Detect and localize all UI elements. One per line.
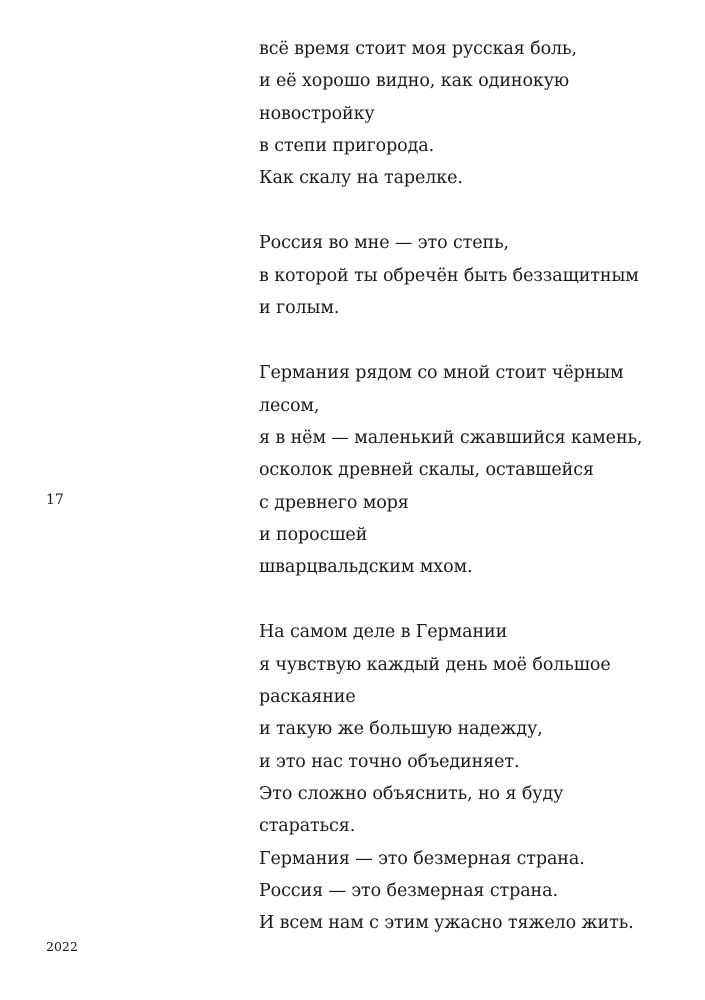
poem-line: лесом, — [259, 395, 320, 416]
poem-line: На самом деле в Германии — [259, 622, 508, 643]
poem-line: в степи пригорода. — [259, 135, 435, 156]
poem-line: и поросшей — [259, 524, 368, 545]
poem-line: я чувствую каждый день моё большое — [259, 654, 611, 675]
poem-line: Россия во мне — это степь, — [259, 233, 509, 254]
poem-line: шварцвальдским мхом. — [259, 557, 473, 578]
poem-line: Германия — это безмерная страна. — [259, 848, 585, 869]
stanza — [259, 357, 689, 583]
poem-line: новостройку — [259, 103, 375, 124]
poem-line: раскаяние — [259, 687, 356, 708]
poem-line: И всем нам с этим ужасно тяжело жить. — [259, 913, 634, 934]
poem-line: и её хорошо видно, как одинокую — [259, 71, 570, 92]
poem-line: с древнего моря — [259, 492, 409, 513]
stanza — [259, 616, 689, 939]
poem-line: в которой ты обречён быть беззащитным — [259, 265, 639, 286]
poem-line: осколок древней скалы, оставшейся — [259, 460, 594, 481]
poem-line: и такую же большую надежду, — [259, 719, 543, 740]
poem-line: я в нём — маленький сжавшийся камень, — [259, 427, 643, 448]
page-number: 17 — [46, 492, 64, 508]
poem-line: стараться. — [259, 816, 356, 837]
stanza — [259, 227, 689, 324]
poem-text — [259, 33, 689, 972]
poem-line: Как скалу на тарелке. — [259, 168, 463, 189]
poem-line: и это нас точно объединяет. — [259, 751, 520, 772]
poem-line: Россия — это безмерная страна. — [259, 880, 558, 901]
year-footer: 2022 — [46, 939, 78, 954]
poem-line: Германия рядом со мной стоит чёрным — [259, 363, 624, 384]
poem-line: Это сложно объяснить, но я буду — [259, 783, 564, 804]
poem-line: всё время стоит моя русская боль, — [259, 39, 577, 59]
poem-line: и голым. — [259, 298, 340, 319]
stanza — [259, 33, 689, 194]
